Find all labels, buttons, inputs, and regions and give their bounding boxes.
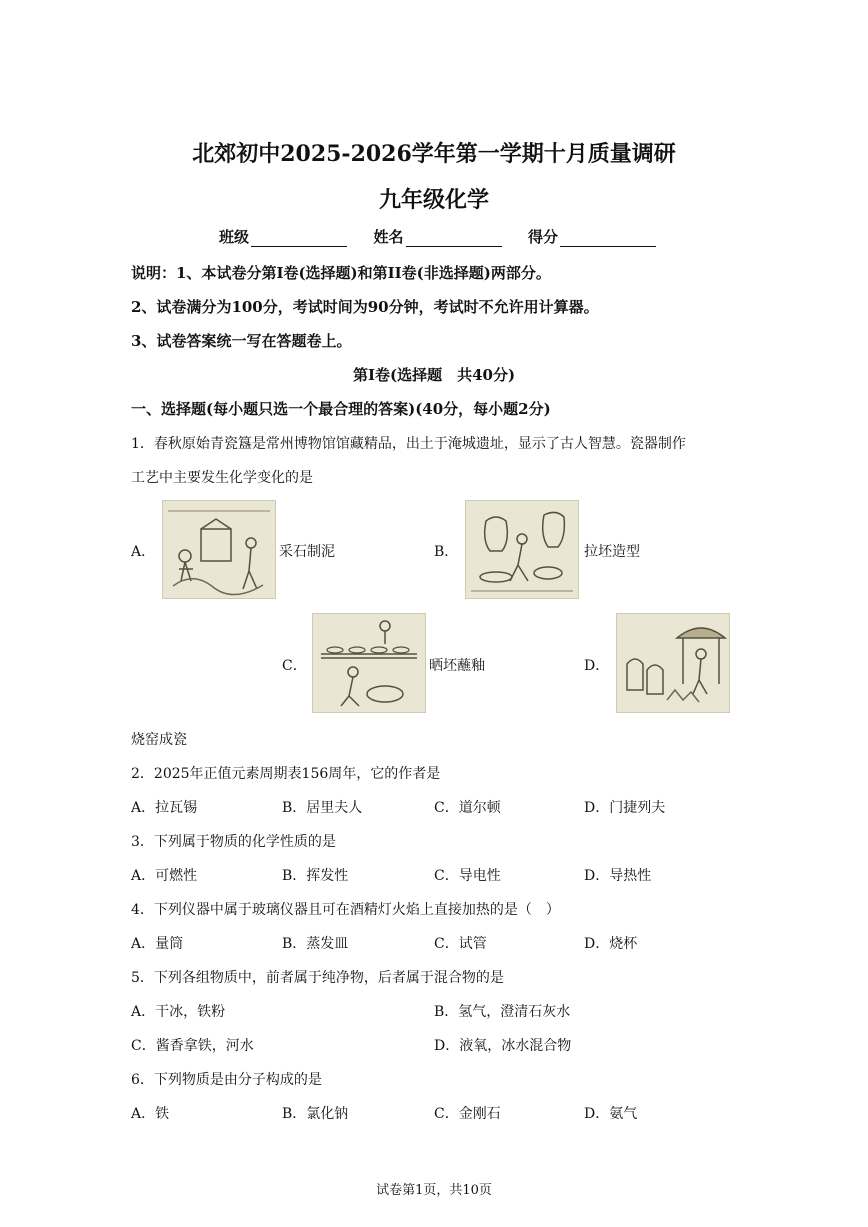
score-label: 得分	[527, 228, 558, 246]
q5-option-d: D．液氧，冰水混合物	[434, 1038, 572, 1054]
instruction-2: 2、试卷满分为100分，考试时间为90分钟，考试时不允许用计算器。	[131, 298, 599, 316]
q1-option-d-key: D．	[584, 658, 610, 674]
q6-option-a: A．铁	[131, 1106, 170, 1122]
q1-option-b-text: 拉坯造型	[584, 544, 640, 560]
instruction-3: 3、试卷答案统一写在答题卷上。	[131, 332, 352, 350]
q1-option-d-illustration	[616, 613, 730, 713]
q6-stem: 6．下列物质是由分子构成的是	[131, 1072, 322, 1088]
q1-option-b-illustration	[465, 500, 579, 599]
q1-option-c-key: C．	[282, 658, 307, 674]
q5-option-a: A．干冰，铁粉	[131, 1004, 226, 1020]
q5-stem: 5．下列各组物质中，前者属于纯净物，后者属于混合物的是	[131, 970, 504, 986]
q3-option-b: B．挥发性	[282, 868, 349, 884]
q3-option-a: A．可燃性	[131, 868, 198, 884]
q6-option-d: D．氨气	[584, 1106, 638, 1122]
q2-stem: 2．2025年正值元素周期表156周年，它的作者是	[131, 766, 441, 782]
q5-option-b: B．氢气，澄清石灰水	[434, 1004, 571, 1020]
q4-stem: 4．下列仪器中属于玻璃仪器且可在酒精灯火焰上直接加热的是（ ）	[131, 902, 560, 918]
q1-option-b-key: B．	[434, 544, 459, 560]
q3-option-c: C．导电性	[434, 868, 501, 884]
q5-option-c: C．酱香拿铁，河水	[131, 1038, 254, 1054]
q1-stem-line2: 工艺中主要发生化学变化的是	[131, 470, 313, 486]
class-field[interactable]	[251, 230, 347, 247]
q4-option-a: A．量筒	[131, 936, 184, 952]
part1-heading: 第I卷(选择题 共40分)	[352, 366, 516, 384]
q1-option-c-text: 晒坯蘸釉	[429, 658, 485, 674]
q1-option-a-illustration	[162, 500, 276, 599]
q6-option-b: B．氯化钠	[282, 1106, 349, 1122]
student-info	[219, 226, 656, 247]
q3-stem: 3．下列属于物质的化学性质的是	[131, 834, 336, 850]
q1-option-a-text: 采石制泥	[279, 544, 335, 560]
q4-option-b: B．蒸发皿	[282, 936, 349, 952]
q1-stem-line1: 1．春秋原始青瓷簋是常州博物馆馆藏精品，出土于淹城遗址，显示了古人智慧。瓷器制作	[131, 436, 686, 452]
page-footer: 试卷第1页，共10页	[376, 1183, 492, 1198]
q1-option-d-text: 烧窑成瓷	[131, 732, 187, 748]
class-label: 班级	[219, 228, 250, 246]
q3-option-d: D．导热性	[584, 868, 652, 884]
q4-option-c: C．试管	[434, 936, 487, 952]
name-field[interactable]	[406, 230, 502, 247]
q2-option-d: D．门捷列夫	[584, 800, 666, 816]
name-label: 姓名	[373, 228, 404, 246]
q4-option-d: D．烧杯	[584, 936, 638, 952]
q2-option-c: C．道尔顿	[434, 800, 501, 816]
section-heading: 一、选择题(每小题只选一个最合理的答案)(40分，每小题2分)	[131, 400, 551, 418]
q2-option-b: B．居里夫人	[282, 800, 363, 816]
exam-title: 北郊初中2025-2026学年第一学期十月质量调研	[192, 141, 676, 167]
score-field[interactable]	[560, 230, 656, 247]
q6-option-c: C．金刚石	[434, 1106, 501, 1122]
instruction-1: 说明：1、本试卷分第I卷(选择题)和第II卷(非选择题)两部分。	[131, 264, 551, 282]
q2-option-a: A．拉瓦锡	[131, 800, 198, 816]
q1-option-a-key: A．	[131, 544, 156, 560]
exam-subtitle: 九年级化学	[378, 187, 489, 213]
q1-option-c-illustration	[312, 613, 426, 713]
